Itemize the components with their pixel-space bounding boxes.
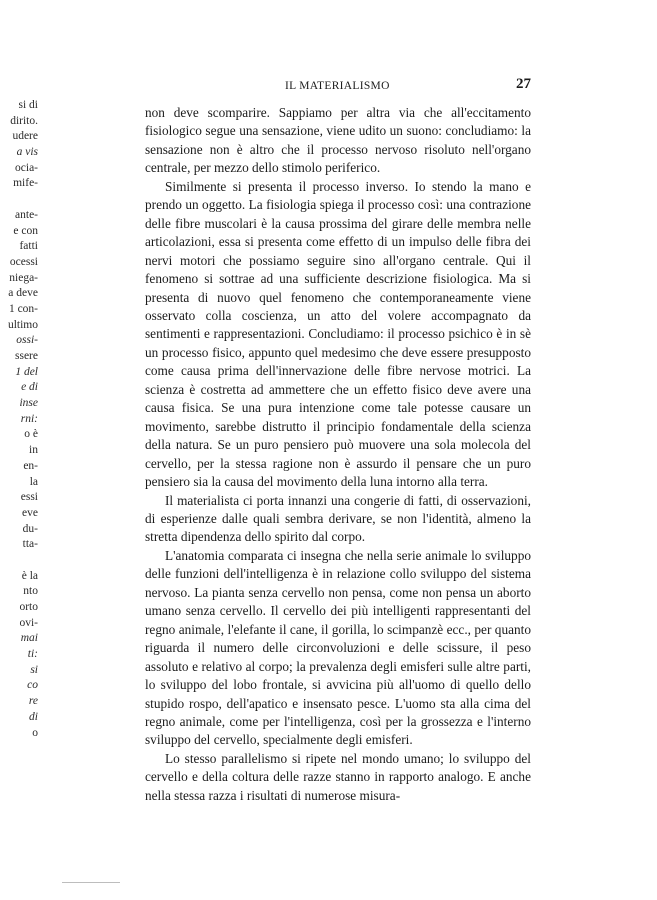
- margin-fragment: è la: [21, 569, 38, 582]
- margin-fragment: di: [29, 710, 38, 723]
- margin-fragment: si di: [18, 99, 38, 111]
- margin-fragment: ocessi: [9, 255, 38, 268]
- paragraph: Similmente si presenta il processo inverso. Io stendo la mano e prendo un oggetto. La fisiologia spiega il processo così: una contrazione delle fibre muscolari è la causa prossima del girare delle membra nelle articolazioni, essa si presenta come effetto di un impulso delle fibra dei nervi motori che possiamo seguire sino all'organo centrale. Qui il fenomeno si sottrae ad una sufficiente descrizione fisiologica. Ma si presenta di nuovo quel fenomeno che contemporaneamente viene osservato colla coscienza, un atto del volere accompagnato da sentimenti e rappresentazioni. Concludiamo: il processo psichico è in sè un processo fisico, appunto quel medesimo che deve essere presupposto come causa prima dell'innervazione delle fibre nervose motrici. La scienza è costretta ad ammettere che un effetto fisico deve avere una causa fisica. Se una pura intenzione come tale potesse causare un movimento, sarebbe distrutto il principio fondamentale della scienza della natura. Se un puro pensiero può muovere una sola molecola del cervello, per la stessa ragione non è assurdo il pensare che un puro pensiero sia la causa del movimento della luna intorno alla terra.: [145, 178, 531, 490]
- margin-fragment: nto: [23, 585, 38, 598]
- margin-fragment: rni:: [20, 412, 38, 425]
- margin-fragment: o è: [24, 428, 38, 441]
- margin-fragment: inse: [19, 397, 38, 410]
- margin-fragment: en-: [23, 459, 38, 472]
- margin-fragment: si: [30, 663, 38, 676]
- margin-fragment: in: [29, 444, 38, 457]
- page-number: 27: [516, 76, 531, 92]
- margin-fragment: eve: [22, 506, 38, 519]
- paragraph: Il materialista ci porta innanzi una congerie di fatti, di osservazioni, di esperienze dalle quali sembra derivare, se non l'identità, almeno la stretta dipendenza dello spirito dal corpo.: [145, 492, 531, 545]
- margin-fragment: ossi-: [16, 334, 38, 347]
- margin-fragment: dirito.: [10, 114, 38, 127]
- margin-fragment: essi: [20, 491, 38, 504]
- margin-fragment: udere: [12, 130, 38, 143]
- margin-fragment: a deve: [8, 287, 38, 300]
- margin-fragment: ante-: [15, 208, 38, 221]
- margin-fragment: ocia-: [15, 161, 38, 174]
- margin-fragment: ti:: [27, 648, 38, 661]
- margin-fragment: a vis: [16, 146, 38, 159]
- margin-fragment: o: [32, 726, 38, 739]
- margin-fragment: ovi-: [19, 616, 38, 629]
- margin-fragment: 1 con-: [8, 302, 38, 315]
- margin-fragment: e con: [13, 224, 38, 237]
- margin-fragment: mai: [20, 632, 38, 645]
- margin-fragment: tta-: [22, 538, 38, 551]
- margin-fragment: mife-: [13, 177, 38, 190]
- margin-fragment: 1 del: [15, 365, 38, 378]
- margin-fragment: e di: [21, 381, 38, 394]
- paragraph: non deve scomparire. Sappiamo per altra via che all'eccitamento fisiologico segue una sensazione, viene udito un suono: concludiamo: la sensazione non è altro che il processo nervoso risoluto nell'organo centrale, per mezzo dello stimolo periferico.: [145, 105, 531, 176]
- margin-fragment: ssere: [15, 350, 38, 362]
- margin-fragment: [0, 553, 38, 569]
- body-text: [145, 104, 531, 805]
- facing-page-margin: [0, 98, 38, 741]
- margin-fragment: re: [28, 695, 38, 708]
- paragraph: L'anatomia comparata ci insegna che nella serie animale lo sviluppo delle funzioni dell'intelligenza è in relazione collo sviluppo del sistema nervoso. La pianta senza cervello non pensa, come non pensa un aborto umano senza cervello. Il cervello dei più intelligenti rappresentanti del regno animale, l'elefante il cane, il gorilla, lo scimpanzè ecc., per quanto riguarda il numero delle circonvoluzioni e delle scissure, il peso assoluto e relativo al corpo; la prevalenza degli emisferi sulle altre parti, lo sviluppo del lobo frontale, si avvicina più all'uomo di quello dello stupido rospo, dell'apatico e insensato pesce. L'uomo sta alla cima del regno animale, come per l'intelligenza, così per la grossezza e l'interno sviluppo del cervello, specialmente degli emisferi.: [145, 547, 531, 748]
- margin-rule: [62, 882, 120, 883]
- margin-fragment: du-: [22, 522, 38, 535]
- margin-fragment: fatti: [19, 240, 38, 253]
- margin-fragment: niega-: [9, 271, 38, 284]
- margin-fragment: la: [29, 475, 38, 488]
- paragraph: Lo stesso parallelismo si ripete nel mondo umano; lo sviluppo del cervello e della coltura delle razze stanno in rapporto analogo. E anche nella stessa razza i risultati di numerose misura-: [145, 750, 531, 803]
- margin-fragment: [0, 192, 38, 208]
- margin-fragment: orto: [19, 601, 38, 613]
- running-title: IL MATERIALISMO: [285, 80, 390, 92]
- page-header: [145, 76, 531, 96]
- margin-fragment: co: [27, 679, 38, 692]
- margin-fragment: ultimo: [7, 318, 38, 331]
